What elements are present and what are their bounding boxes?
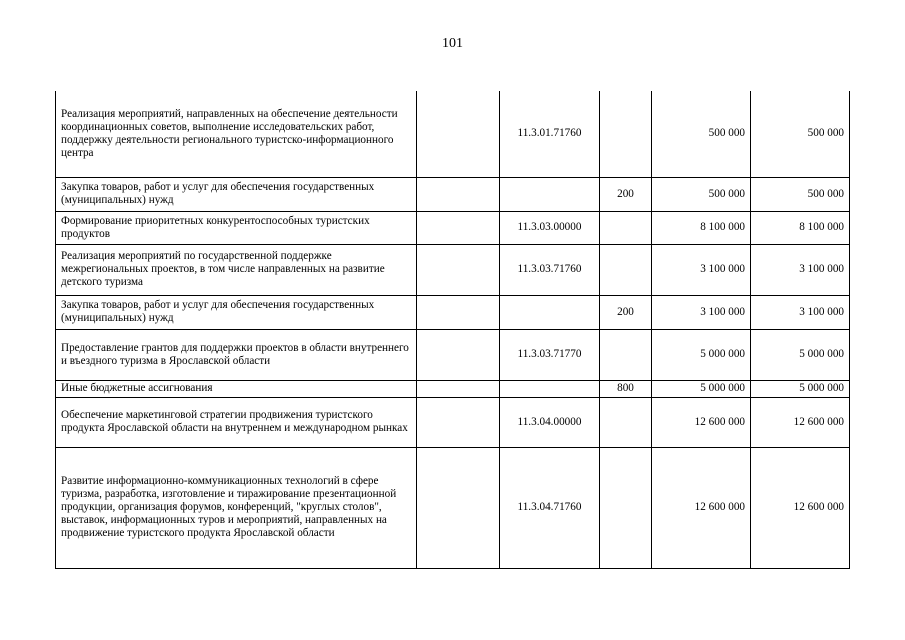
row-amount-1: 500 000 [652, 91, 751, 177]
row-amount-2: 12 600 000 [751, 397, 850, 447]
row-expense-type: 200 [600, 295, 652, 329]
row-amount-1: 3 100 000 [652, 244, 751, 295]
row-expense-type: 200 [600, 177, 652, 211]
row-amount-1: 8 100 000 [652, 211, 751, 244]
row-blank [417, 380, 500, 397]
table-row [56, 211, 850, 244]
row-amount-2: 12 600 000 [751, 447, 850, 568]
row-name: Обеспечение маркетинговой стратегии продвижения туристского продукта Ярославской области на внутреннем и международном рынках [56, 397, 417, 447]
row-code [500, 177, 600, 211]
row-blank [417, 329, 500, 380]
row-amount-2: 5 000 000 [751, 380, 850, 397]
budget-table [55, 91, 850, 569]
row-code: 11.3.04.00000 [500, 397, 600, 447]
row-blank [417, 244, 500, 295]
row-name: Предоставление грантов для поддержки проектов в области внутреннего и въездного туризма в Ярославской области [56, 329, 417, 380]
row-name: Развитие информационно-коммуникационных технологий в сфере туризма, разработка, изготовление и тиражирование презентационной продукции, организация форумов, конференций, "круглых столов", выставок, информационных туров и мероприятий, направленных на продвижение туристского продукта Ярославской области [56, 447, 417, 568]
row-expense-type [600, 329, 652, 380]
row-amount-1: 500 000 [652, 177, 751, 211]
table-row [56, 177, 850, 211]
row-amount-2: 3 100 000 [751, 244, 850, 295]
row-amount-1: 5 000 000 [652, 380, 751, 397]
row-code [500, 295, 600, 329]
row-amount-1: 5 000 000 [652, 329, 751, 380]
row-expense-type [600, 244, 652, 295]
row-amount-2: 500 000 [751, 91, 850, 177]
row-name: Закупка товаров, работ и услуг для обеспечения государственных (муниципальных) нужд [56, 295, 417, 329]
row-blank [417, 447, 500, 568]
row-code: 11.3.01.71760 [500, 91, 600, 177]
row-expense-type [600, 211, 652, 244]
row-expense-type [600, 397, 652, 447]
row-blank [417, 91, 500, 177]
row-amount-2: 500 000 [751, 177, 850, 211]
row-name: Иные бюджетные ассигнования [56, 380, 417, 397]
table-row [56, 244, 850, 295]
row-blank [417, 397, 500, 447]
table-row [56, 447, 850, 568]
table-row [56, 91, 850, 177]
row-code: 11.3.03.00000 [500, 211, 600, 244]
row-amount-1: 3 100 000 [652, 295, 751, 329]
row-amount-1: 12 600 000 [652, 397, 751, 447]
row-code [500, 380, 600, 397]
table-row [56, 380, 850, 397]
row-code: 11.3.04.71760 [500, 447, 600, 568]
row-blank [417, 211, 500, 244]
page-number: 101 [442, 36, 463, 51]
row-amount-2: 3 100 000 [751, 295, 850, 329]
row-amount-1: 12 600 000 [652, 447, 751, 568]
row-expense-type [600, 447, 652, 568]
row-name: Формирование приоритетных конкурентоспособных туристских продуктов [56, 211, 417, 244]
table-row [56, 329, 850, 380]
row-name: Реализация мероприятий по государственной поддержке межрегиональных проектов, в том числе направленных на развитие детского туризма [56, 244, 417, 295]
row-blank [417, 295, 500, 329]
row-name: Реализация мероприятий, направленных на обеспечение деятельности координационных советов, выполнение исследовательских работ, поддержку деятельности регионального туристско-информационного центра [56, 91, 417, 177]
row-amount-2: 8 100 000 [751, 211, 850, 244]
row-blank [417, 177, 500, 211]
row-code: 11.3.03.71760 [500, 244, 600, 295]
row-code: 11.3.03.71770 [500, 329, 600, 380]
table-row [56, 397, 850, 447]
table-row [56, 295, 850, 329]
row-expense-type: 800 [600, 380, 652, 397]
row-expense-type [600, 91, 652, 177]
row-amount-2: 5 000 000 [751, 329, 850, 380]
row-name: Закупка товаров, работ и услуг для обеспечения государственных (муниципальных) нужд [56, 177, 417, 211]
